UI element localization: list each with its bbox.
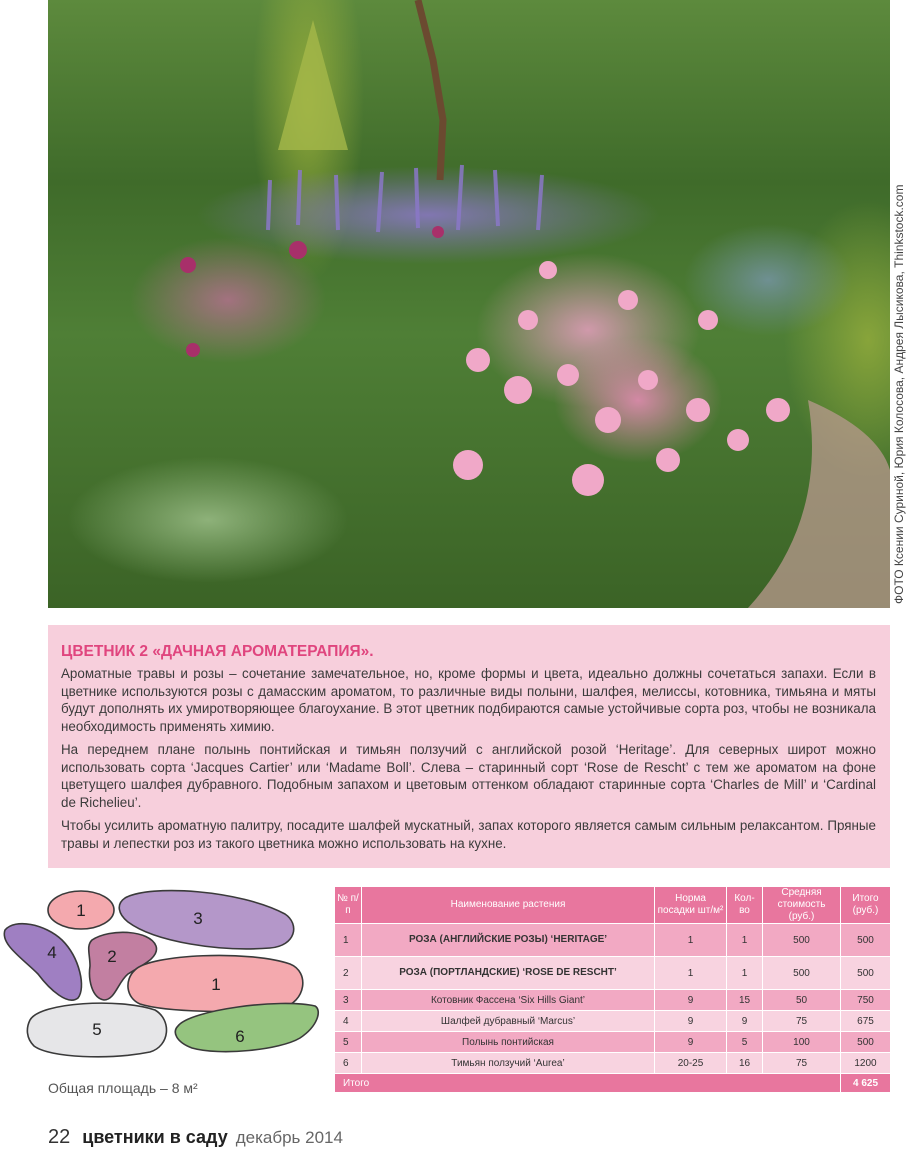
zone-label: 1 bbox=[211, 975, 221, 994]
cell-name: Полынь понтийская bbox=[362, 1032, 655, 1053]
cell-name: Тимьян ползучий ‘Aurea’ bbox=[362, 1053, 655, 1074]
total-label: Итого bbox=[335, 1074, 841, 1093]
table-row bbox=[335, 1053, 891, 1074]
table-total-row bbox=[335, 1074, 891, 1093]
table-header-row bbox=[335, 887, 891, 924]
cell-norm: 1 bbox=[655, 924, 727, 957]
article-panel bbox=[48, 625, 890, 868]
cell-num: 6 bbox=[335, 1053, 362, 1074]
header-name: Наименование растения bbox=[362, 887, 655, 924]
cell-num: 4 bbox=[335, 1011, 362, 1032]
cell-num: 3 bbox=[335, 990, 362, 1011]
cell-qty: 5 bbox=[727, 1032, 763, 1053]
cell-qty: 16 bbox=[727, 1053, 763, 1074]
cell-total: 1200 bbox=[841, 1053, 891, 1074]
cell-total: 675 bbox=[841, 1011, 891, 1032]
table-row bbox=[335, 990, 891, 1011]
cell-name: РОЗА (ПОРТЛАНДСКИЕ) ‘ROSE DE RESCHT’ bbox=[362, 957, 655, 990]
header-total: Итого (руб.) bbox=[841, 887, 891, 924]
cell-num: 1 bbox=[335, 924, 362, 957]
cell-total: 500 bbox=[841, 957, 891, 990]
zone-label: 3 bbox=[193, 909, 203, 928]
header-norm: Норма посадки шт/м² bbox=[655, 887, 727, 924]
table-row bbox=[335, 957, 891, 990]
zone-label: 6 bbox=[235, 1027, 245, 1046]
cell-price: 50 bbox=[763, 990, 841, 1011]
page-footer bbox=[48, 1126, 343, 1152]
zone-4 bbox=[4, 924, 81, 1000]
cell-price: 75 bbox=[763, 1053, 841, 1074]
cell-qty: 9 bbox=[727, 1011, 763, 1032]
paragraph: На переднем плане полынь понтийская и тимьян ползучий с английской розой ‘Heritage’. Для северных широт можно использовать сорта ‘Jacques Cartier’ или ‘Madame Boll’. Слева – старинный сорт ‘Rose de Rescht’ с тем же ароматом на фоне цветущего шалфея дубравного. Подобным запахом и цветовым оттенком обладают старинные сорта ‘Charles de Mill’ и ‘Cardinal de Richelieu’. bbox=[61, 742, 876, 810]
section-title: ЦВЕТНИК 2 «ДАЧНАЯ АРОМАТЕРАПИЯ». bbox=[61, 643, 374, 660]
plant-table bbox=[334, 886, 891, 1093]
header-price: Средняя стоимость (руб.) bbox=[763, 887, 841, 924]
table-row bbox=[335, 924, 891, 957]
zone-label: 4 bbox=[47, 943, 57, 962]
total-value: 4 625 bbox=[841, 1074, 891, 1093]
header-qty: Кол-во bbox=[727, 887, 763, 924]
cell-name: Котовник Фассена ‘Six Hills Giant’ bbox=[362, 990, 655, 1011]
cell-qty: 1 bbox=[727, 924, 763, 957]
cell-name: Шалфей дубравный ‘Marcus’ bbox=[362, 1011, 655, 1032]
paragraph: Чтобы усилить ароматную палитру, посадите шалфей мускатный, запах которого является самым сильным релаксантом. Пряные травы и лепестки роз из такого цветника можно использовать на кухне. bbox=[61, 818, 876, 851]
cell-price: 75 bbox=[763, 1011, 841, 1032]
zone-label: 1 bbox=[76, 901, 86, 920]
zone-label: 5 bbox=[92, 1020, 102, 1039]
header-num: № п/п bbox=[335, 887, 362, 924]
page-number: 22 bbox=[48, 1126, 71, 1148]
cell-norm: 1 bbox=[655, 957, 727, 990]
cell-total: 750 bbox=[841, 990, 891, 1011]
table-row bbox=[335, 1011, 891, 1032]
cell-qty: 1 bbox=[727, 957, 763, 990]
magazine-name: цветники в саду bbox=[82, 1127, 228, 1147]
photo-credit: ФОТО Ксении Суриной, Юрия Колосова, Андрея Лысикова, Thinkstock.com bbox=[892, 184, 906, 604]
cell-norm: 9 bbox=[655, 990, 727, 1011]
cell-total: 500 bbox=[841, 1032, 891, 1053]
garden-photo bbox=[48, 0, 890, 608]
cell-norm: 9 bbox=[655, 1032, 727, 1053]
cell-num: 5 bbox=[335, 1032, 362, 1053]
table-row bbox=[335, 1032, 891, 1053]
cell-norm: 9 bbox=[655, 1011, 727, 1032]
cell-price: 500 bbox=[763, 957, 841, 990]
cell-name: РОЗА (АНГЛИЙСКИЕ РОЗЫ) ‘HERITAGE’ bbox=[362, 924, 655, 957]
planting-scheme bbox=[0, 880, 330, 1065]
cell-qty: 15 bbox=[727, 990, 763, 1011]
total-area-label: Общая площадь – 8 м² bbox=[48, 1080, 198, 1096]
paragraph: Ароматные травы и розы – сочетание замечательное, но, кроме формы и цвета, идеально должны сочетаться запахи. Если в цветнике используются розы с дамасским ароматом, то различные виды полыни, шалфея, мелиссы, котовника, тимьяна и мяты будут дополнять их умиротворяющее благоухание. В этот цветник подбираются самые устойчивые сорта роз, чтобы не возникала необходимость применять химию. bbox=[61, 666, 876, 734]
garden-illustration bbox=[48, 0, 890, 608]
zone-label: 2 bbox=[107, 947, 117, 966]
cell-price: 100 bbox=[763, 1032, 841, 1053]
cell-price: 500 bbox=[763, 924, 841, 957]
cell-total: 500 bbox=[841, 924, 891, 957]
cell-norm: 20-25 bbox=[655, 1053, 727, 1074]
issue-date: декабрь 2014 bbox=[235, 1128, 343, 1147]
cell-num: 2 bbox=[335, 957, 362, 990]
